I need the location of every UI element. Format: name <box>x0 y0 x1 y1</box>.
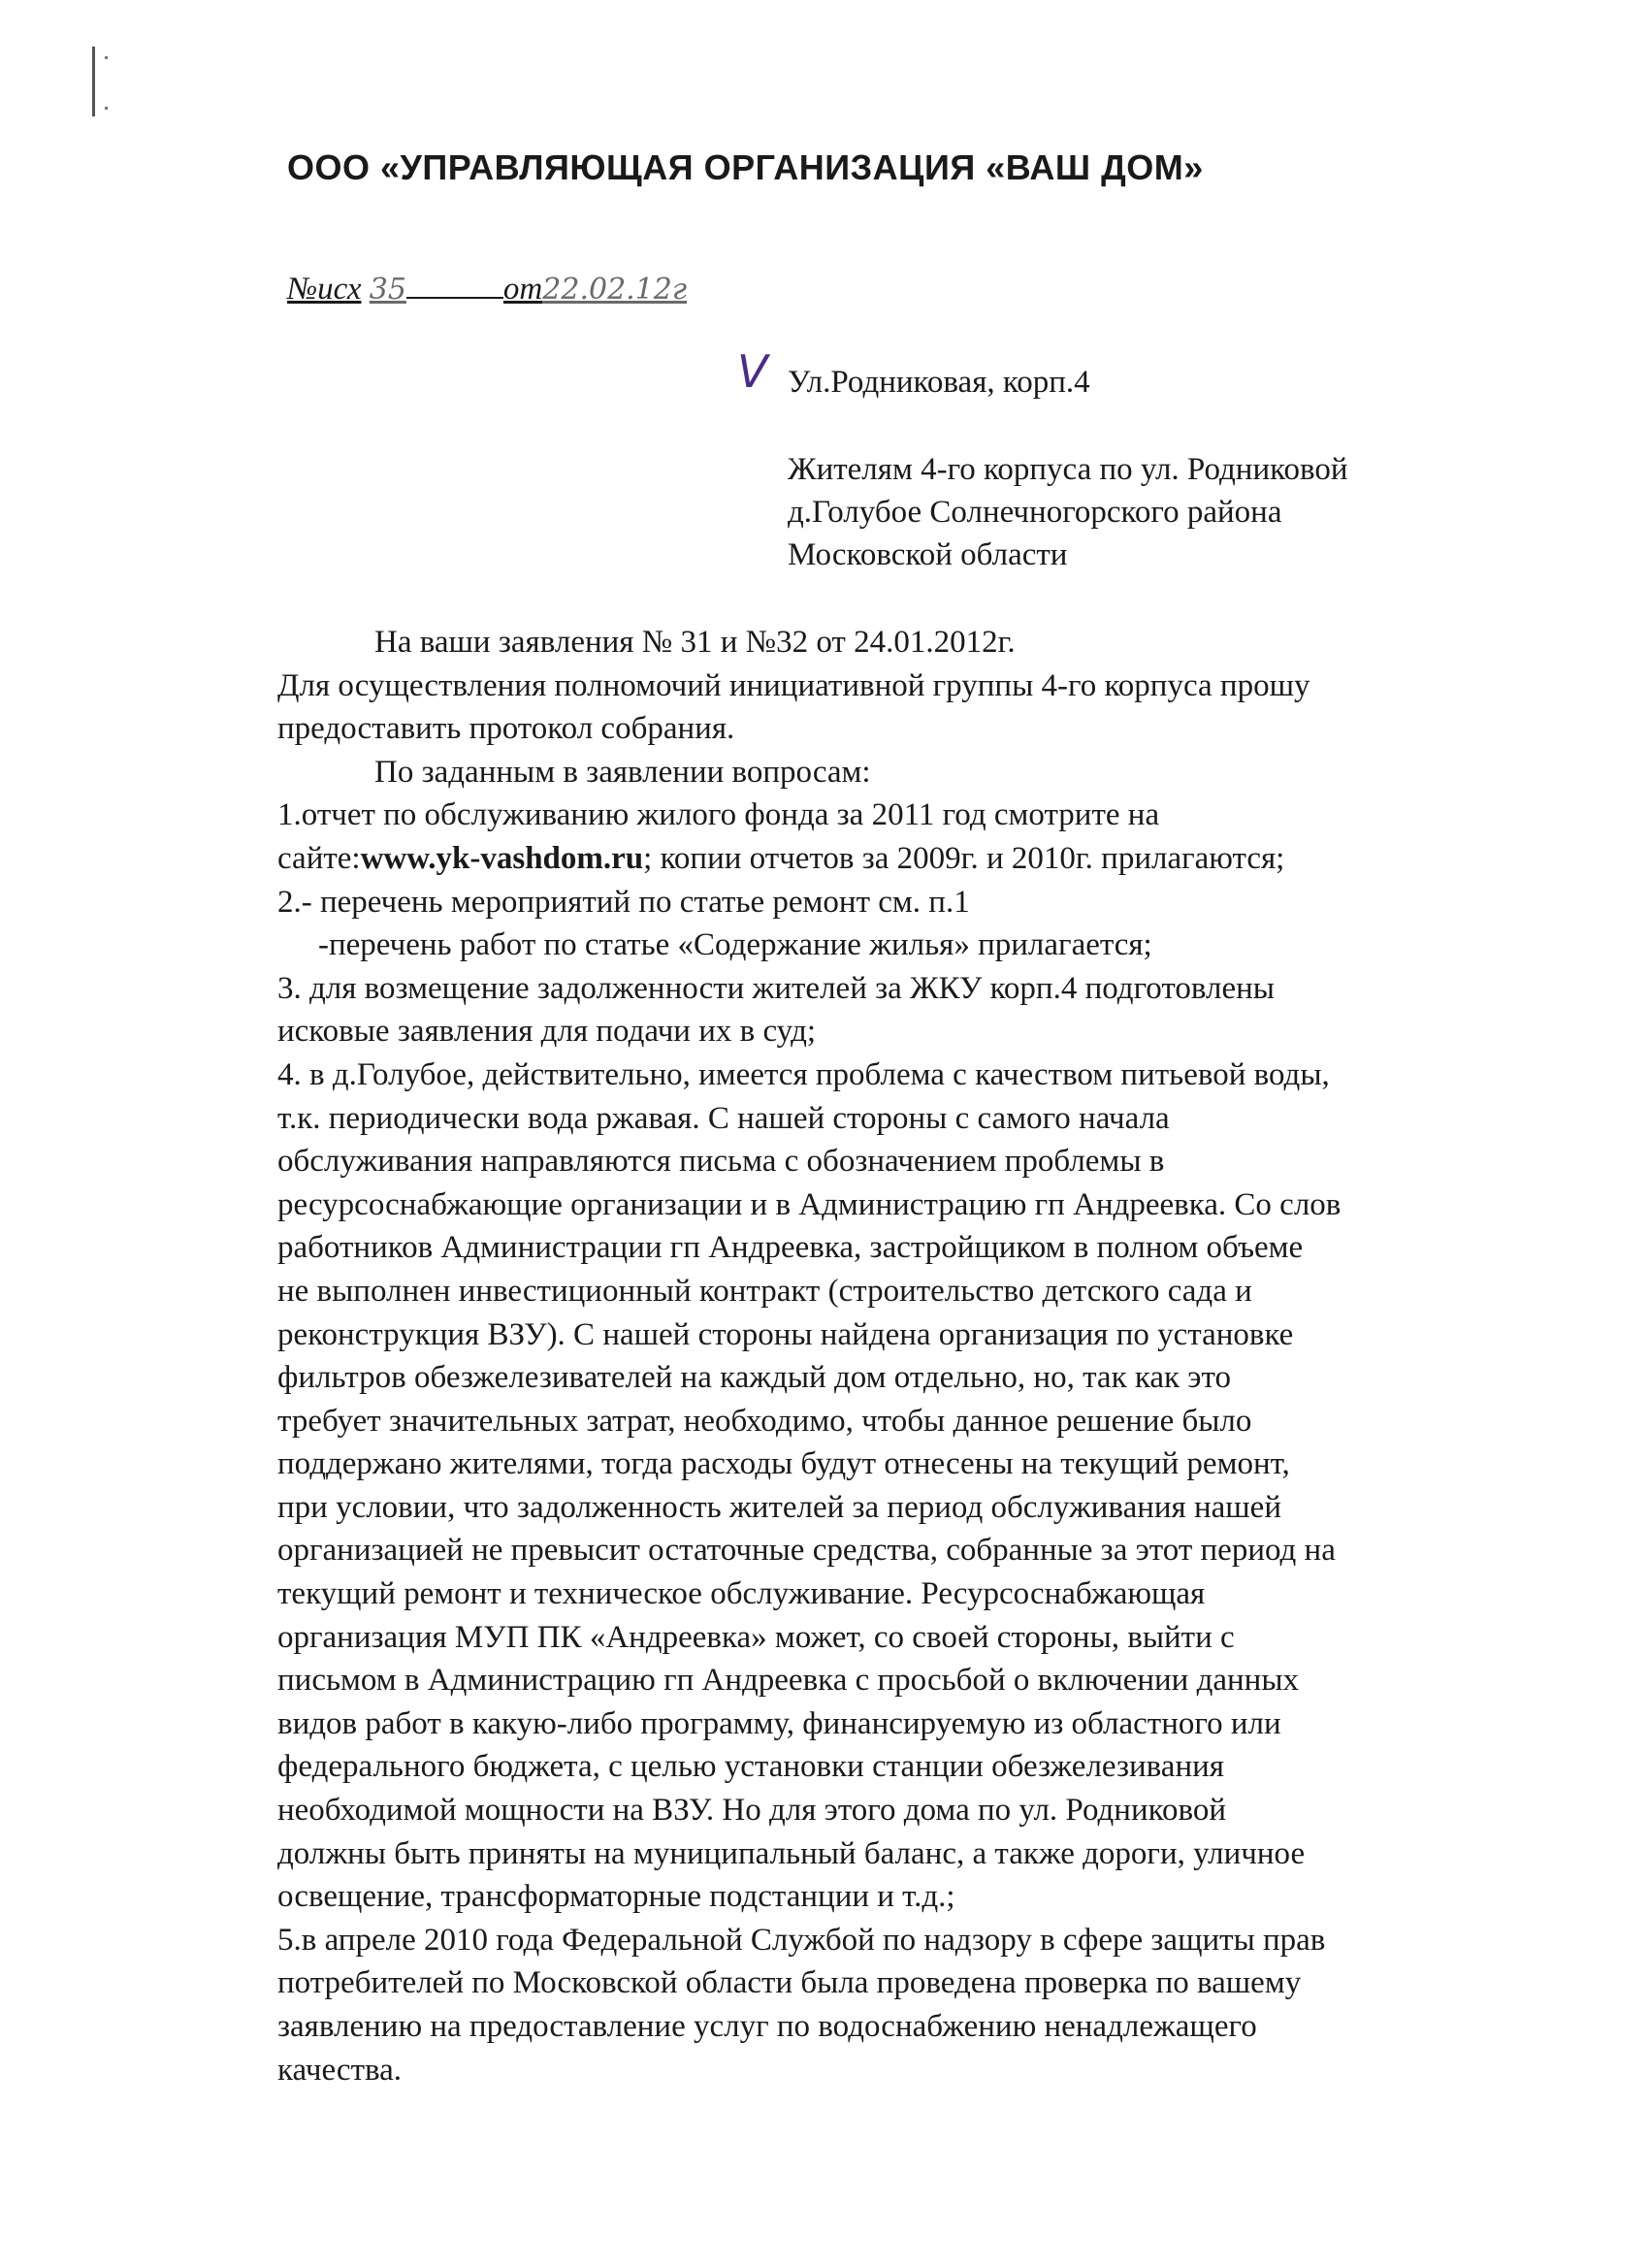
date-value: 22.02.12г <box>542 273 688 307</box>
body-line: предоставить протокол собрания. <box>277 711 735 747</box>
outgoing-reference <box>287 272 687 308</box>
body-line: письмом в Администрацию гп Андреевка с просьбой о включении данных <box>277 1663 1300 1699</box>
body-line: освещение, трансформаторные подстанции и т.д.; <box>277 1879 955 1915</box>
body-line: обслуживания направляются письма с обозначением проблемы в <box>277 1144 1165 1180</box>
website-link[interactable]: www.yk-vashdom.ru <box>360 840 644 876</box>
body-line: 2.- перечень мероприятий по статье ремонт см. п.1 <box>277 884 970 920</box>
letter-body <box>277 621 1558 2091</box>
ref-label: №исх <box>287 272 362 307</box>
body-line: На ваши заявления № 31 и №32 от 24.01.2012г. <box>374 625 1016 660</box>
ref-underline <box>406 272 503 299</box>
body-line: текущий ремонт и техническое обслуживание. Ресурсоснабжающая <box>277 1576 1206 1612</box>
address-line: Московской области <box>788 537 1068 572</box>
scan-edge-mark <box>92 47 101 116</box>
body-line: должны быть приняты на муниципальный баланс, а также дороги, уличное <box>277 1835 1306 1871</box>
date-label: от <box>502 272 543 307</box>
body-line: требует значительных затрат, необходимо, чтобы данное решение было <box>277 1403 1252 1439</box>
body-line: работников Администрации гп Андреевка, застройщиком в полном объеме <box>277 1230 1304 1266</box>
body-line: 3. для возмещение задолженности жителей за ЖКУ корп.4 подготовлены <box>277 970 1275 1006</box>
body-line: поддержано жителями, тогда расходы будут отнесены на текущий ремонт, <box>277 1446 1290 1482</box>
address-line: д.Голубое Солнечногорского района <box>788 495 1282 530</box>
body-line: организацией не превысит остаточные средства, собранные за этот период на <box>277 1533 1336 1569</box>
body-line: при условии, что задолженность жителей за период обслуживания нашей <box>277 1489 1281 1525</box>
site-label: сайте: <box>277 840 361 876</box>
organization-title: ООО «УПРАВЛЯЮЩАЯ ОРГАНИЗАЦИЯ «ВАШ ДОМ» <box>287 147 1204 187</box>
body-line: -перечень работ по статье «Содержание жилья» прилагается; <box>318 927 1152 963</box>
body-text: ; копии отчетов за 2009г. и 2010г. прилагаются; <box>643 840 1285 876</box>
ref-number: 35 <box>369 273 406 307</box>
body-line: т.к. периодически вода ржавая. С нашей стороны с самого начала <box>277 1100 1170 1136</box>
body-line: ресурсоснабжающие организации и в Администрацию гп Андреевка. Со слов <box>277 1186 1342 1222</box>
scan-speck <box>105 107 108 110</box>
address-line: Ул.Родниковая, корп.4 <box>788 365 1090 400</box>
body-line: исковые заявления для подачи их в суд; <box>277 1014 817 1050</box>
body-line: заявлению на предоставление услуг по водоснабжению ненадлежащего <box>277 2009 1257 2044</box>
body-line: Для осуществления полномочий инициативной группы 4-го корпуса прошу <box>277 667 1310 703</box>
body-line: федерального бюджета, с целью установки станции обезжелезивания <box>277 1749 1224 1785</box>
body-line: качества. <box>277 2052 403 2088</box>
body-line: По заданным в заявлении вопросам: <box>374 754 871 790</box>
scan-speck <box>105 56 108 59</box>
body-line: 5.в апреле 2010 года Федеральной Службой по надзору в сфере защиты прав <box>277 1922 1326 1958</box>
body-line <box>277 837 1558 881</box>
body-line: фильтров обезжелезивателей на каждый дом отдельно, но, так как это <box>277 1360 1231 1396</box>
address-line: Жителям 4-го корпуса по ул. Родниковой <box>788 452 1348 487</box>
body-line: реконструкция ВЗУ). С нашей стороны найдена организация по установке <box>277 1316 1294 1352</box>
body-line: потребителей по Московской области была проведена проверка по вашему <box>277 1965 1302 2001</box>
body-line: видов работ в какую-либо программу, финансируемую из областного или <box>277 1705 1281 1741</box>
check-mark-handwritten: V <box>737 345 768 398</box>
body-line: 1.отчет по обслуживанию жилого фонда за 2011 год смотрите на <box>277 797 1160 833</box>
body-line: организация МУП ПК «Андреевка» может, со своей стороны, выйти с <box>277 1619 1235 1655</box>
body-line: необходимой мощности на ВЗУ. Но для этого дома по ул. Родниковой <box>277 1793 1226 1829</box>
body-line: не выполнен инвестиционный контракт (строительство детского сада и <box>277 1273 1252 1309</box>
body-line: 4. в д.Голубое, действительно, имеется проблема с качеством питьевой воды, <box>277 1056 1330 1092</box>
